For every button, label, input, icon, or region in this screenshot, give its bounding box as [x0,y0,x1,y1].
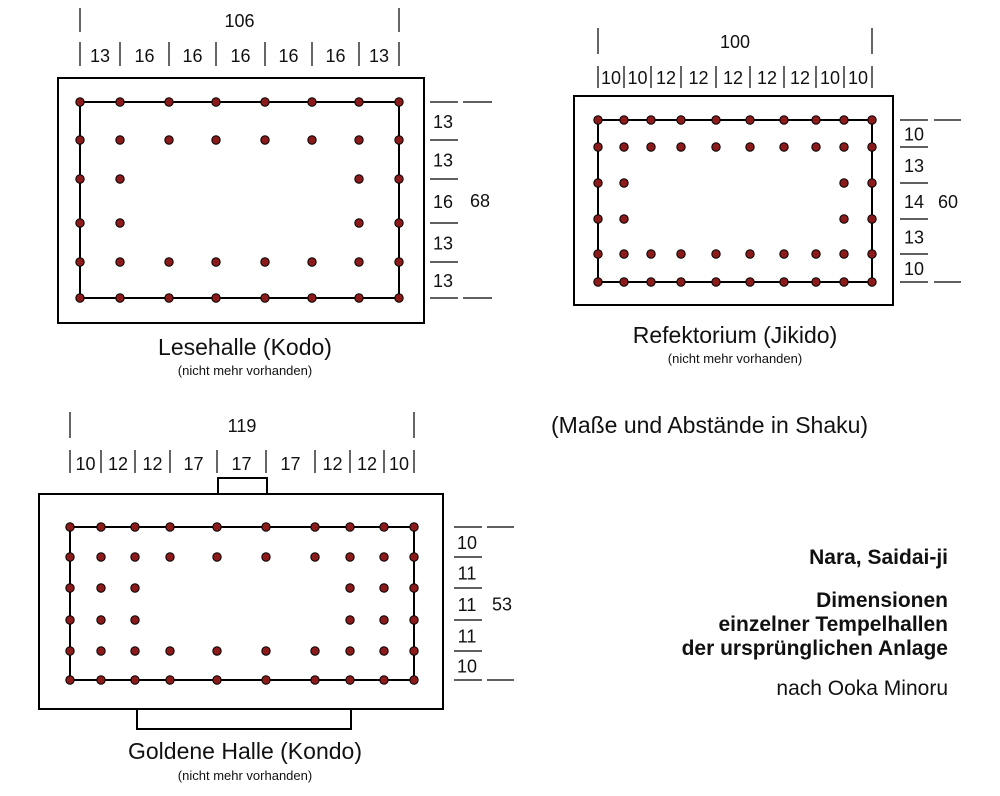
pillar [395,136,403,144]
pillar [346,553,354,561]
pillar [131,616,139,624]
pillar [677,278,685,286]
bay-depth-label: 13 [903,227,925,248]
hall-title-kondo: Goldene Halle (Kondo) [128,738,362,764]
pillar [131,523,139,531]
pillar [213,553,221,561]
pillar [116,175,124,183]
pillar [712,116,720,124]
pillar [380,584,388,592]
bay-width-label: 16 [182,46,203,66]
bay-width-label: 10 [627,68,648,88]
bay-width-label: 17 [231,454,252,474]
wall-outline [80,102,399,298]
wall-outline [70,527,414,680]
pillar [380,616,388,624]
hall-subtitle-kondo: (nicht mehr vorhanden) [177,768,313,783]
bay-width-label: 17 [183,454,204,474]
bay-depth-label: 16 [432,192,454,212]
pillar [262,676,270,684]
pillar [76,136,84,144]
pillar [166,553,174,561]
pillar [868,143,876,151]
pillar [712,250,720,258]
pillar [355,136,363,144]
pillar [76,294,84,302]
place-name: Nara, Saidai-ji [809,546,948,569]
pillar [840,215,848,223]
hall-title-kodo: Lesehalle (Kodo) [158,334,332,360]
bay-depth-label: 13 [432,271,454,291]
bay-depth-label: 14 [903,192,925,212]
total-depth-label: 53 [491,594,513,615]
bay-width-label: 16 [134,46,155,66]
bay-depth-label: 11 [457,626,477,647]
pillar [66,523,74,531]
pillar [780,250,788,258]
bay-depth-label: 10 [456,656,478,677]
pillar [355,98,363,106]
pillar [780,143,788,151]
bay-width-label: 12 [756,68,778,88]
pillar [620,250,628,258]
pillar [66,647,74,655]
bay-width-label: 16 [278,46,299,66]
pillar [346,584,354,592]
pillar [261,258,269,266]
bay-width-label: 13 [89,46,111,66]
pillar [116,294,124,302]
hall-kodo-plan [58,8,492,323]
pillar [746,143,754,151]
pillar [395,294,403,302]
pillar [261,136,269,144]
pillar [746,250,754,258]
pillar [780,116,788,124]
pillar [131,553,139,561]
pillar [594,278,602,286]
pillar [620,179,628,187]
pillar [76,219,84,227]
pillar [868,116,876,124]
pillar [840,278,848,286]
bay-width-label: 12 [722,68,744,88]
bay-width-label: 12 [107,454,129,474]
pillar [395,175,403,183]
hall-subtitle-kodo: (nicht mehr vorhanden) [177,363,313,378]
hall-jikido-plan [574,28,961,305]
bay-width-label: 12 [655,68,677,88]
pillar [131,647,139,655]
pillar [212,98,220,106]
hall-kondo-plan [39,412,514,729]
bay-width-label: 10 [600,68,622,88]
pillar [66,676,74,684]
pillar [840,143,848,151]
pillar [97,584,105,592]
bay-depth-label: 10 [903,124,925,145]
pillar [746,278,754,286]
pillar [410,616,418,624]
bay-depth-label: 13 [432,150,454,171]
pillar [840,179,848,187]
hall-subtitle-jikido: (nicht mehr vorhanden) [667,351,803,366]
pillar [647,278,655,286]
pillar [311,553,319,561]
pillar [355,175,363,183]
pillar [380,523,388,531]
pillar [868,179,876,187]
pillar [355,219,363,227]
pillar [212,136,220,144]
pillar [410,676,418,684]
pillar [594,116,602,124]
pillar [97,523,105,531]
pillar [812,143,820,151]
pillar [131,584,139,592]
heading-line-3: der ursprünglichen Anlage [681,637,948,660]
pillar [410,647,418,655]
pillar [346,647,354,655]
pillar [620,278,628,286]
pillar [395,219,403,227]
pillar [812,278,820,286]
pillar [594,179,602,187]
pillar [131,676,139,684]
pillar [380,553,388,561]
units-note: (Maße und Abstände in Shaku) [551,412,869,438]
pillar [308,258,316,266]
pillar [812,116,820,124]
bay-depth-label: 11 [457,595,477,615]
total-depth-label: 68 [469,191,491,211]
pillar [97,647,105,655]
heading-line-1: Dimensionen [816,589,948,612]
front-step-top [218,478,267,494]
bay-width-label: 12 [789,68,811,88]
bay-width-label: 17 [280,454,301,474]
bay-width-label: 10 [75,454,96,474]
bay-width-label: 10 [388,454,410,474]
pillar [677,116,685,124]
pillar [97,676,105,684]
pillar [165,258,173,266]
pillar [212,258,220,266]
pillar [213,676,221,684]
pillar [346,676,354,684]
pillar [97,553,105,561]
pillar [212,294,220,302]
pillar [746,116,754,124]
pillar [346,523,354,531]
pillar [647,143,655,151]
pillar [66,553,74,561]
bay-width-label: 12 [322,454,343,474]
pillar [261,294,269,302]
platform-outline [574,96,893,305]
bay-width-label: 12 [688,68,709,88]
bay-depth-label: 13 [432,112,454,132]
bay-depth-label: 13 [432,233,454,254]
pillar [395,98,403,106]
bay-width-label: 10 [819,68,841,88]
pillar [380,676,388,684]
pillar [262,523,270,531]
total-depth-label: 60 [937,192,959,212]
heading-line-2: einzelner Tempelhallen [718,613,948,636]
pillar [647,250,655,258]
pillar [262,647,270,655]
total-width-label: 100 [719,32,751,52]
pillar [308,136,316,144]
pillar [76,98,84,106]
pillar [166,523,174,531]
pillar [76,175,84,183]
pillar [346,616,354,624]
pillar [410,523,418,531]
pillar [712,143,720,151]
bay-width-label: 16 [325,46,346,66]
pillar [308,294,316,302]
pillar [355,258,363,266]
total-width-label: 119 [227,416,257,436]
bay-width-label: 10 [847,68,869,88]
platform-outline [58,78,424,323]
pillar [261,98,269,106]
source-credit: nach Ooka Minoru [776,677,948,700]
pillar [66,616,74,624]
pillar [594,215,602,223]
pillar [165,98,173,106]
bay-width-label: 16 [230,46,251,66]
hall-title-jikido: Refektorium (Jikido) [632,322,838,348]
pillar [116,136,124,144]
pillar [410,584,418,592]
pillar [620,143,628,151]
total-width-label: 106 [224,11,255,31]
pillar [594,250,602,258]
bay-width-label: 13 [368,46,390,66]
pillar [166,676,174,684]
pillar [311,647,319,655]
pillar [213,523,221,531]
bay-depth-label: 11 [457,563,477,584]
bay-depth-label: 10 [903,259,925,279]
pillar [165,294,173,302]
pillar [213,647,221,655]
front-step-bottom [137,709,351,729]
pillar [116,98,124,106]
pillar [66,584,74,592]
pillar [840,116,848,124]
pillar [677,250,685,258]
pillar [395,258,403,266]
pillar [677,143,685,151]
pillar [116,258,124,266]
bay-width-label: 12 [356,454,378,474]
pillar [76,258,84,266]
pillar [620,116,628,124]
pillar [116,219,124,227]
pillar [97,616,105,624]
pillar [647,116,655,124]
pillar [410,553,418,561]
pillar [165,136,173,144]
bay-width-label: 12 [142,454,163,474]
pillar [812,250,820,258]
pillar [594,143,602,151]
pillar [868,215,876,223]
pillar [355,294,363,302]
pillar [311,523,319,531]
pillar [308,98,316,106]
bay-depth-label: 13 [903,156,925,176]
pillar [380,647,388,655]
pillar [868,278,876,286]
bay-depth-label: 10 [456,533,478,553]
wall-outline [598,120,872,282]
pillar [780,278,788,286]
pillar [166,647,174,655]
pillar [868,250,876,258]
pillar [840,250,848,258]
pillar [262,553,270,561]
pillar [311,676,319,684]
pillar [712,278,720,286]
pillar [620,215,628,223]
